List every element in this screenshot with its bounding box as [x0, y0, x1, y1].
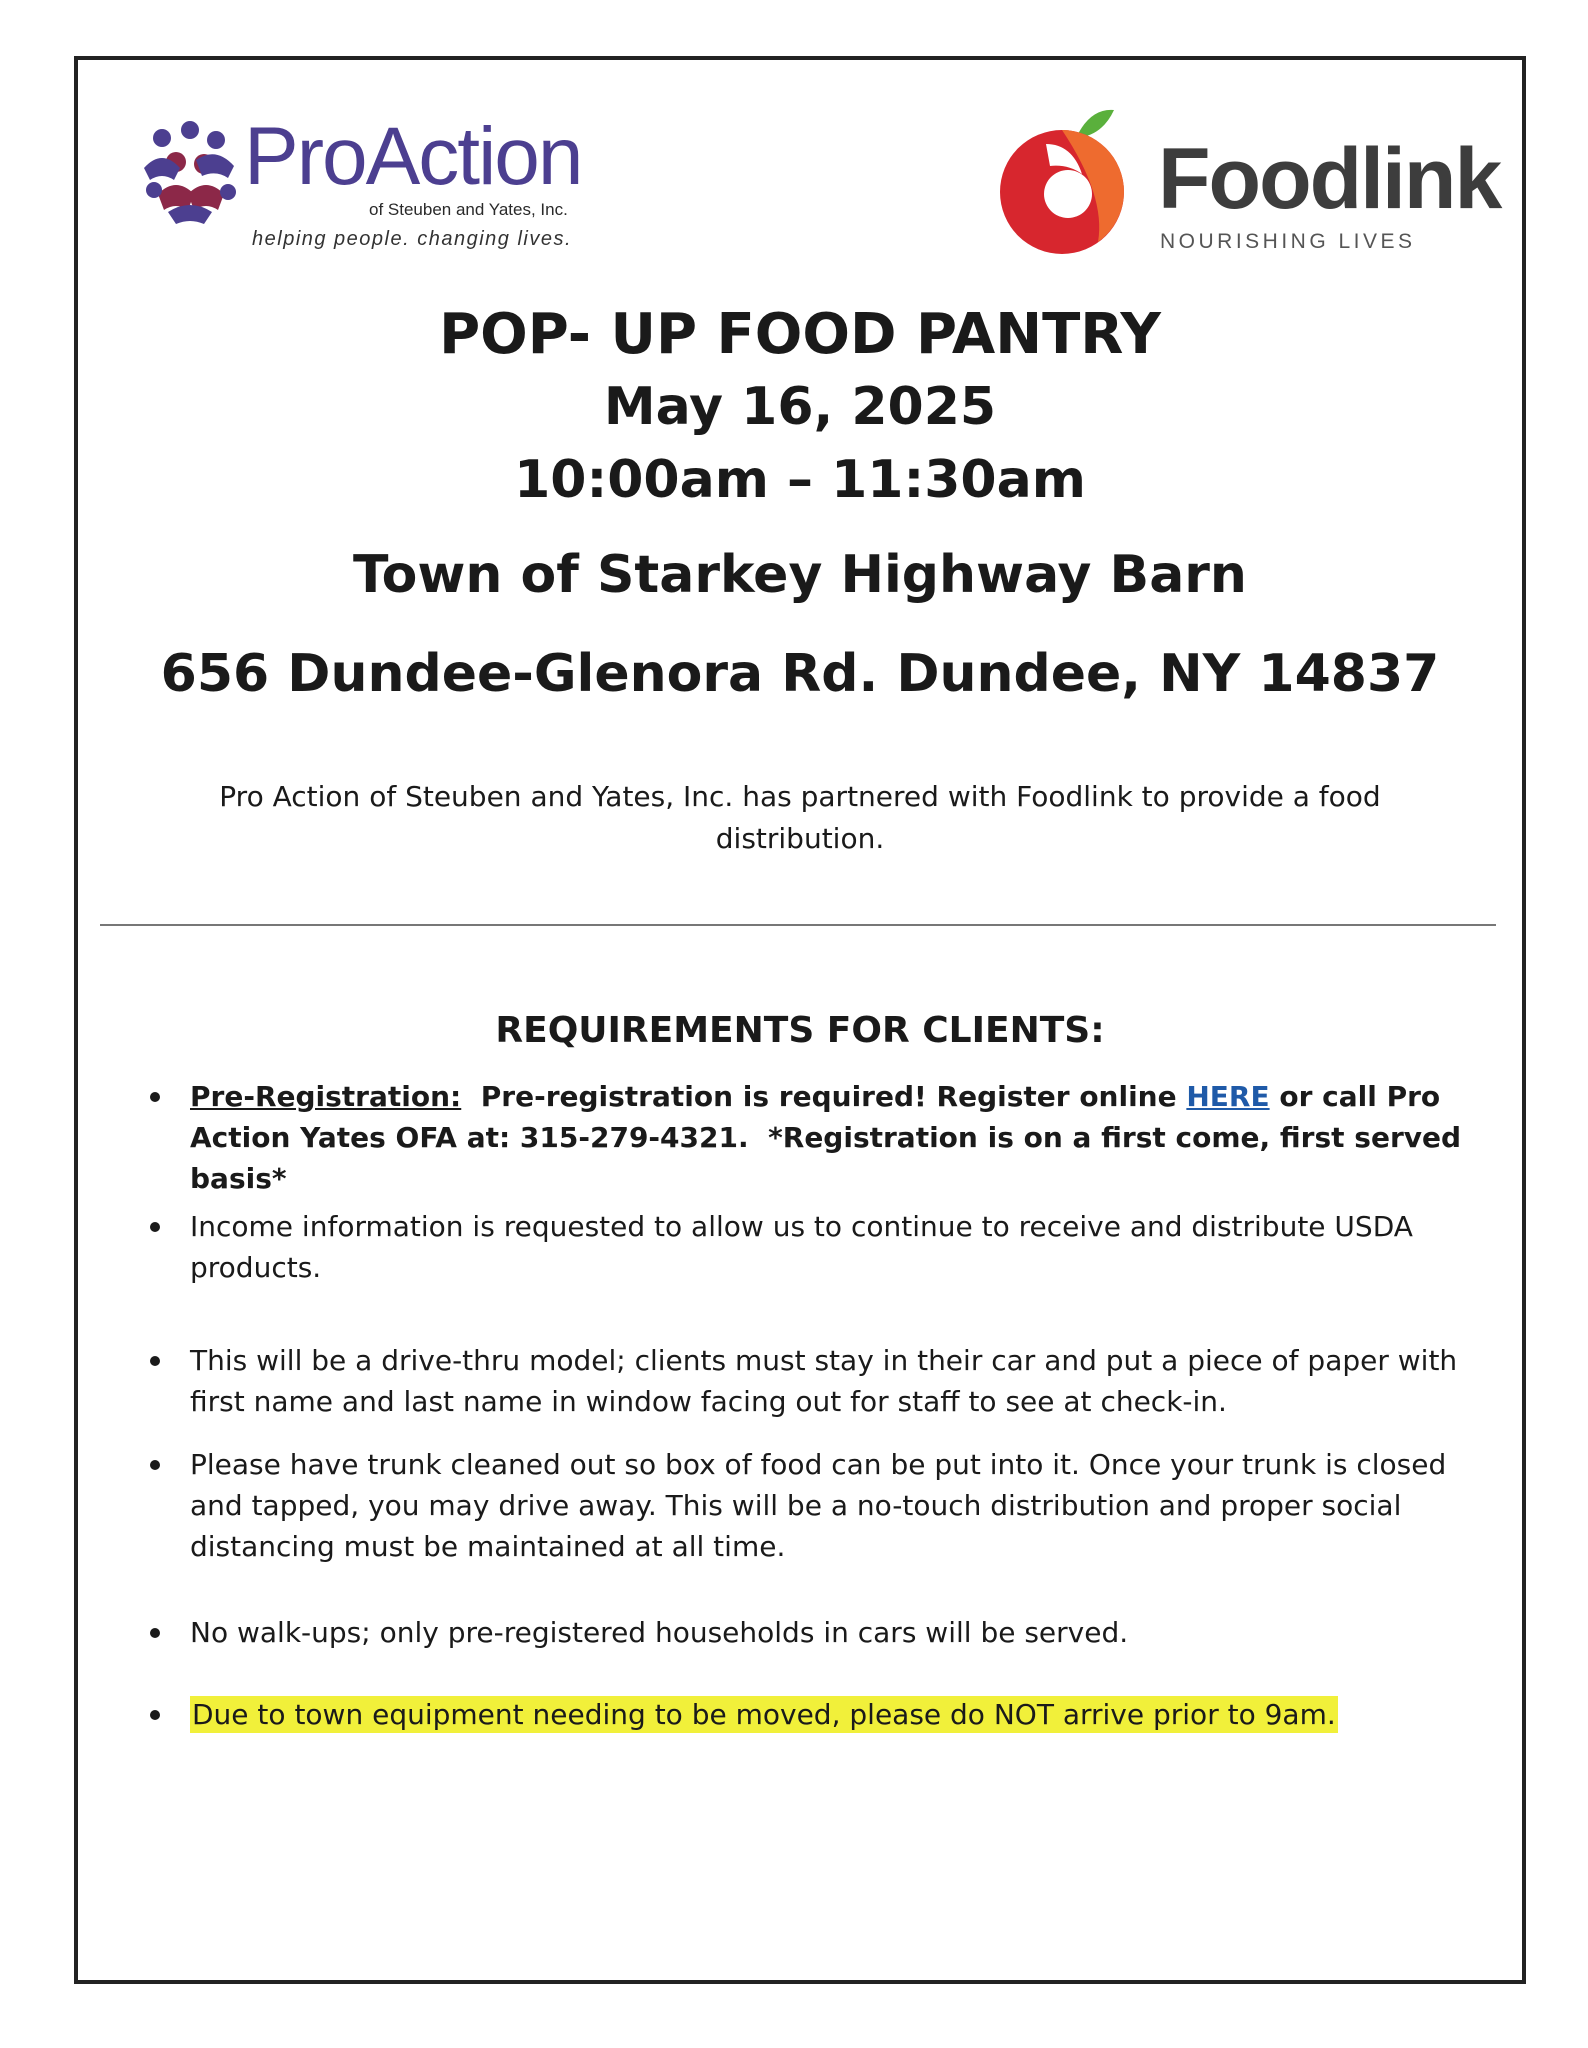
proaction-name: ProAction [244, 111, 582, 202]
list-item [150, 1612, 1490, 1653]
register-here-link[interactable]: HERE [1186, 1080, 1270, 1113]
proaction-logo [134, 111, 604, 256]
list-item-text: No walk-ups; only pre-registered households in cars will be served. [190, 1616, 1129, 1649]
pre-registration-contact: or call Pro Action Yates OFA at: 315-279-4321. *Registration is on a first come, first served basis* [190, 1080, 1471, 1195]
list-item [150, 1206, 1490, 1288]
list-item [150, 1444, 1490, 1567]
list-item-text: Please have trunk cleaned out so box of food can be put into it. Once your trunk is closed and tapped, you may drive away. This will be a no-touch distribution and proper social distancing must be maintained at all time. [190, 1448, 1447, 1563]
foodlink-name: Foodlink [1158, 131, 1501, 227]
list-item-text [190, 1694, 1490, 1735]
bullet-dot [150, 1222, 160, 1232]
bullet-dot [150, 1460, 160, 1470]
list-item-text: Income information is requested to allow us to continue to receive and distribute USDA products. [190, 1210, 1413, 1284]
foodlink-tagline: NOURISHING LIVES [1160, 230, 1416, 253]
people-group-icon [134, 120, 246, 228]
bullet-dot [150, 1356, 160, 1366]
event-title: POP- UP FOOD PANTRY [439, 302, 1161, 367]
pre-registration-label: Pre-Registration: [190, 1080, 462, 1113]
requirements-heading: REQUIREMENTS FOR CLIENTS: [495, 1010, 1105, 1051]
highlighted-notice: Due to town equipment needing to be moved, please do NOT arrive prior to 9am. [192, 1698, 1336, 1731]
list-item [150, 1340, 1490, 1422]
list-item-text: This will be a drive-thru model; clients must stay in their car and put a piece of paper with first name and last name in window facing out for staff to see at check-in. [190, 1344, 1458, 1418]
list-item-pre-registration [150, 1076, 1490, 1199]
horizontal-divider [100, 924, 1496, 926]
proaction-subtitle: of Steuben and Yates, Inc. [369, 200, 568, 219]
event-address: 656 Dundee-Glenora Rd. Dundee, NY 14837 [160, 644, 1440, 704]
bullet-dot [150, 1628, 160, 1638]
event-date: May 16, 2025 [603, 377, 997, 437]
event-location: Town of Starkey Highway Barn [353, 545, 1247, 605]
proaction-tagline: helping people. changing lives. [252, 228, 573, 250]
bullet-dot [150, 1092, 160, 1102]
intro-paragraph: Pro Action of Steuben and Yates, Inc. has partnered with Foodlink to provide a food distribution. [219, 780, 1381, 855]
list-item-text [190, 1076, 1490, 1199]
bullet-dot [150, 1710, 160, 1720]
list-item-highlighted [150, 1694, 1490, 1735]
foodlink-logo [990, 104, 1510, 264]
event-time: 10:00am – 11:30am [514, 450, 1086, 510]
pre-registration-text: Pre-registration is required! Register online [461, 1080, 1187, 1113]
apple-icon [990, 104, 1140, 254]
